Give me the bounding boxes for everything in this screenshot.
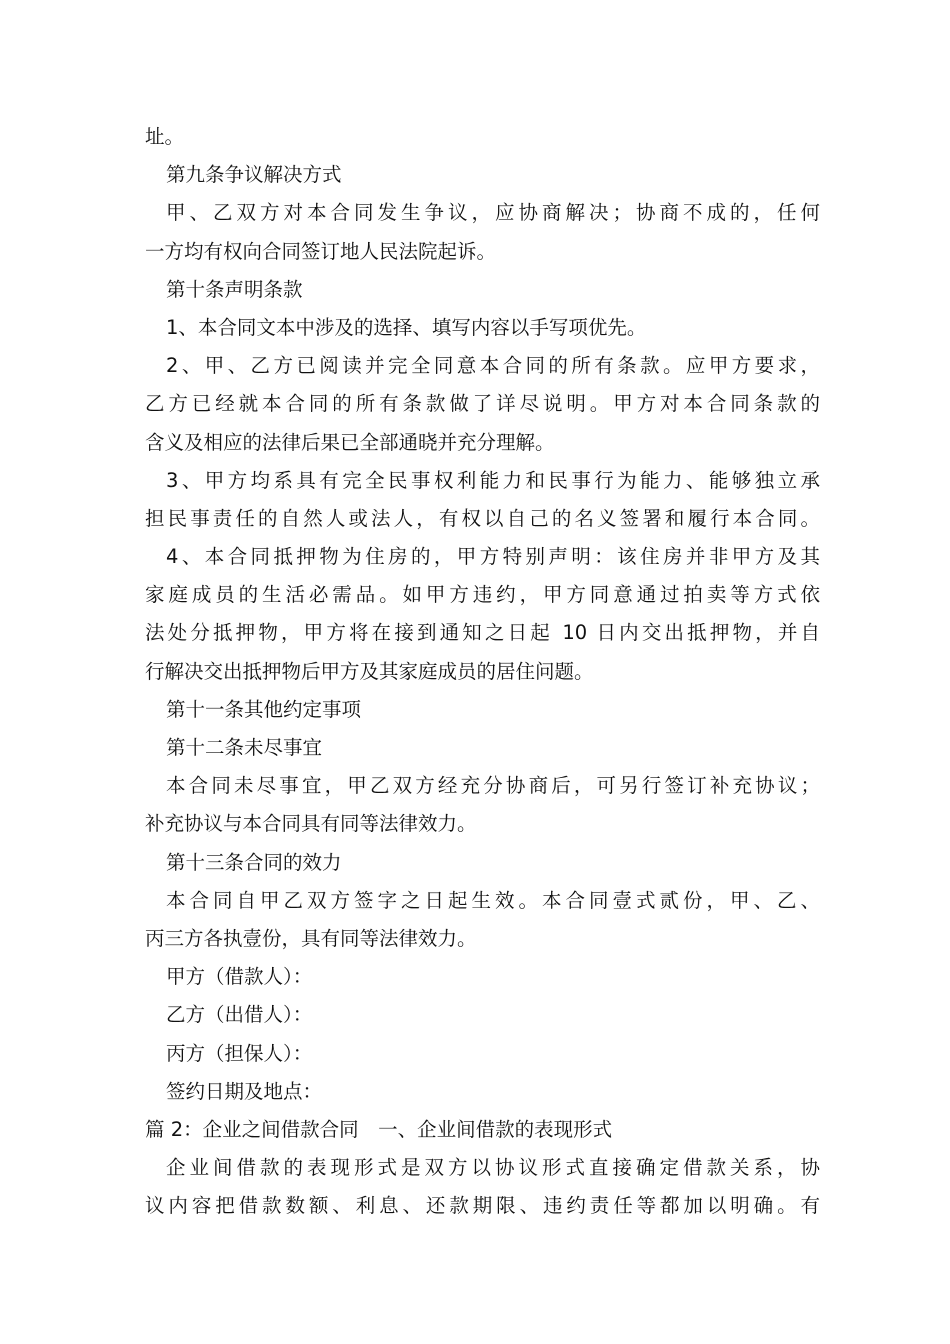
signing-date-place: 签约日期及地点：	[166, 1079, 323, 1103]
signature-party-c: 丙方（担保人）：	[166, 1041, 313, 1065]
section-heading: 第十条声明条款	[166, 277, 303, 301]
text-line: 址。	[145, 125, 185, 148]
document-body	[145, 118, 820, 1225]
section-heading: 第十一条其他约定事项	[166, 697, 362, 721]
text-line: 行解决交出抵押物后甲方及其家庭成员的居住问题。	[145, 659, 594, 683]
text-line: 一方均有权向合同签订地人民法院起诉。	[145, 239, 497, 263]
signature-party-a: 甲方（借款人）：	[166, 965, 313, 989]
text-line: 补充协议与本合同具有同等法律效力。	[145, 812, 477, 836]
text-line: 家庭成员的生活必需品。如甲方违约，甲方同意通过拍卖等方式依	[145, 583, 820, 607]
text-line: 1、本合同文本中涉及的选择、填写内容以手写项优先。	[166, 315, 647, 339]
section-heading: 第九条争议解决方式	[166, 163, 342, 187]
signature-party-b: 乙方（出借人）：	[166, 1003, 313, 1027]
text-line: 4、本合同抵押物为住房的，甲方特别声明：该住房并非甲方及其	[166, 545, 820, 569]
text-line: 3、甲方均系具有完全民事权利能力和民事行为能力、能够独立承	[166, 468, 820, 492]
text-line: 本合同自甲乙双方签字之日起生效。本合同壹式贰份，甲、乙、	[166, 888, 820, 912]
text-line: 甲、乙双方对本合同发生争议，应协商解决；协商不成的，任何	[166, 201, 820, 225]
text-line: 丙三方各执壹份，具有同等法律效力。	[145, 926, 477, 950]
text-line: 企业间借款的表现形式是双方以协议形式直接确定借款关系，协	[166, 1156, 820, 1180]
text-line: 担民事责任的自然人或法人，有权以自己的名义签署和履行本合同。	[145, 506, 820, 530]
text-line: 本合同未尽事宜，甲乙双方经充分协商后，可另行签订补充协议；	[166, 774, 820, 798]
text-line: 乙方已经就本合同的所有条款做了详尽说明。甲方对本合同条款的	[145, 392, 820, 416]
text-line: 含义及相应的法律后果已全部通晓并充分理解。	[145, 430, 555, 454]
section-heading: 第十三条合同的效力	[166, 850, 342, 874]
section-heading: 第十二条未尽事宜	[166, 736, 323, 759]
chapter-heading: 篇 2：企业之间借款合同 一、企业间借款的表现形式	[145, 1117, 613, 1141]
text-line: 议内容把借款数额、利息、还款期限、违约责任等都加以明确。有	[145, 1194, 820, 1218]
text-line: 2、甲、乙方已阅读并完全同意本合同的所有条款。应甲方要求，	[166, 354, 820, 378]
text-line: 法处分抵押物，甲方将在接到通知之日起 10 日内交出抵押物，并自	[145, 621, 820, 645]
